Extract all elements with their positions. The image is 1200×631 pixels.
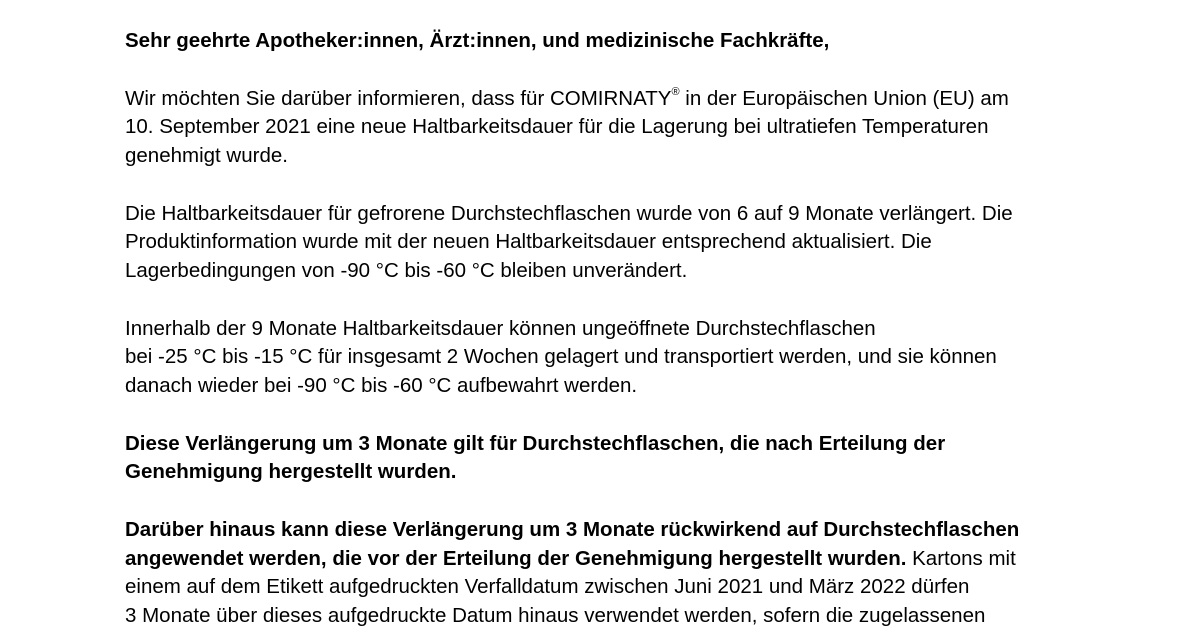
paragraph-line: bei -25 °C bis -15 °C für insgesamt 2 Wochen gelagert und transportiert werden, und sie können xyxy=(125,345,997,369)
paragraph-line: genehmigt wurde. xyxy=(125,144,288,167)
paragraph-approval xyxy=(125,85,1085,171)
letter-body xyxy=(125,27,1085,631)
paragraph-line: Innerhalb der 9 Monate Haltbarkeitsdauer können ungeöffnete Durchstechflaschen xyxy=(125,316,876,340)
paragraph-extension-retroactive xyxy=(125,516,1085,631)
paragraph-line: Genehmigung hergestellt wurden. xyxy=(125,460,457,484)
paragraph-line: 3 Monate über dieses aufgedruckte Datum hinaus verwendet werden, sofern die zugelassenen xyxy=(125,604,986,627)
text-segment: Kartons mit xyxy=(906,546,1016,570)
paragraph-gap xyxy=(125,286,1085,315)
paragraph-line: 10. September 2021 eine neue Haltbarkeitsdauer für die Lagerung bei ultratiefen Temperaturen xyxy=(125,115,989,139)
paragraph-line: Lagerbedingungen von -90 °C bis -60 °C bleiben unverändert. xyxy=(125,259,688,282)
text-segment: Wir möchten Sie darüber informieren, dass für COMIRNATY xyxy=(125,86,672,110)
text-segment-bold: angewendet werden, die vor der Erteilung der Genehmigung hergestellt wurden. xyxy=(125,546,907,570)
paragraph-gap xyxy=(125,487,1085,516)
salutation: Sehr geehrte Apotheker:innen, Ärzt:innen, und medizinische Fachkräfte, xyxy=(125,29,830,52)
paragraph-storage xyxy=(125,315,1085,401)
paragraph-line xyxy=(125,85,1085,114)
paragraph-line: danach wieder bei -90 °C bis -60 °C aufbewahrt werden. xyxy=(125,374,638,397)
paragraph-line: Diese Verlängerung um 3 Monate gilt für Durchstechflaschen, die nach Erteilung der xyxy=(125,431,946,455)
paragraph-line xyxy=(125,545,1085,574)
paragraph-line: Die Haltbarkeitsdauer für gefrorene Durchstechflaschen wurde von 6 auf 9 Monate verlängert. Die xyxy=(125,201,1013,225)
paragraph-extension-new xyxy=(125,430,1085,488)
paragraph-gap xyxy=(125,56,1085,85)
text-segment: in der Europäischen Union (EU) am xyxy=(679,86,1009,110)
paragraph-gap xyxy=(125,401,1085,430)
paragraph-line: Darüber hinaus kann diese Verlängerung um 3 Monate rückwirkend auf Durchstechflaschen xyxy=(125,517,1020,541)
paragraph-line: Produktinformation wurde mit der neuen Haltbarkeitsdauer entsprechend aktualisiert. Die xyxy=(125,230,932,254)
paragraph-gap xyxy=(125,171,1085,200)
registered-mark: ® xyxy=(671,85,680,98)
paragraph-shelf-life xyxy=(125,200,1085,286)
paragraph-line: einem auf dem Etikett aufgedruckten Verfalldatum zwischen Juni 2021 und März 2022 dürfen xyxy=(125,575,970,599)
